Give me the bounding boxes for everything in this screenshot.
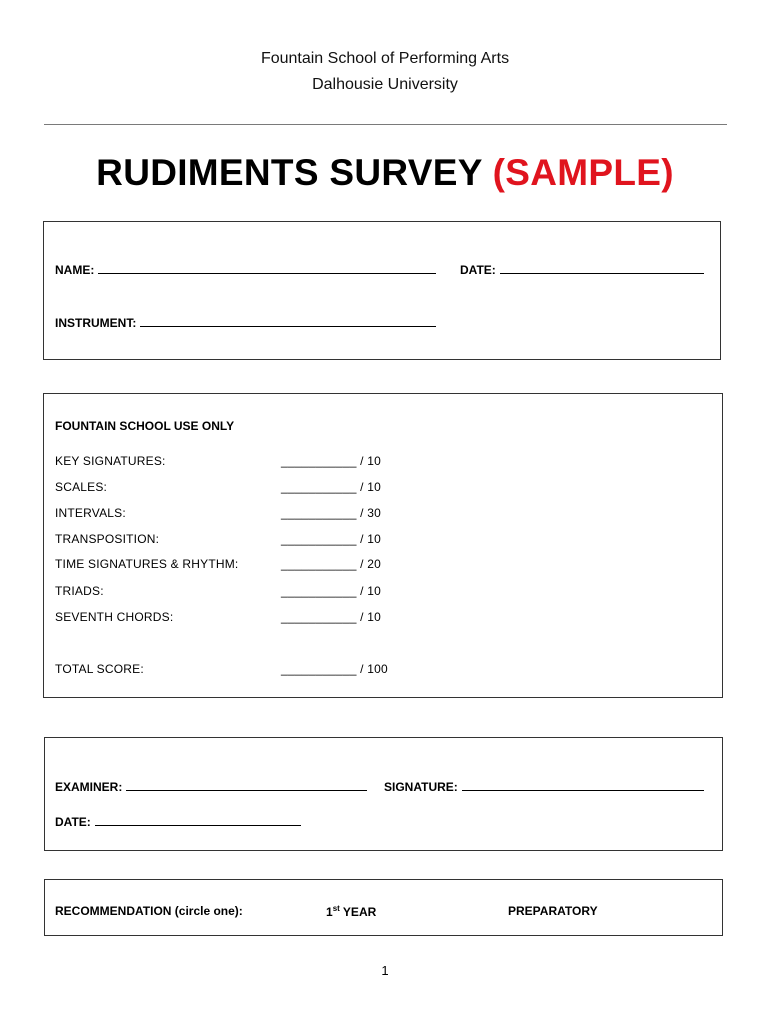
score-value[interactable]: ___________ / 10 xyxy=(281,610,381,624)
signature-label: SIGNATURE: xyxy=(384,780,458,794)
score-label: INTERVALS: xyxy=(55,506,126,520)
page-title xyxy=(0,152,770,194)
score-label: KEY SIGNATURES: xyxy=(55,454,166,468)
score-value[interactable]: ___________ / 10 xyxy=(281,532,381,546)
examiner-input-line[interactable] xyxy=(126,780,367,791)
score-value[interactable]: ___________ / 30 xyxy=(281,506,381,520)
examiner-date-row xyxy=(55,815,301,829)
date-label: DATE: xyxy=(460,263,496,277)
examiner-field-row xyxy=(55,780,367,794)
title-sample: (SAMPLE) xyxy=(492,152,674,193)
university-name: Dalhousie University xyxy=(312,76,458,93)
page-number: 1 xyxy=(381,963,389,978)
name-field-row xyxy=(55,263,436,277)
first-year-number: 1 xyxy=(326,905,333,919)
option-first-year[interactable] xyxy=(326,904,376,919)
name-label: NAME: xyxy=(55,263,95,277)
school-use-heading: FOUNTAIN SCHOOL USE ONLY xyxy=(55,419,235,433)
signature-input-line[interactable] xyxy=(462,780,704,791)
score-label: TRANSPOSITION: xyxy=(55,532,160,546)
score-value[interactable]: ___________ / 10 xyxy=(281,584,381,598)
school-name: Fountain School of Performing Arts xyxy=(260,50,510,67)
score-value[interactable]: ___________ / 20 xyxy=(281,557,381,571)
score-label: TRIADS: xyxy=(55,584,104,598)
option-preparatory[interactable]: PREPARATORY xyxy=(508,904,598,918)
examiner-box xyxy=(44,737,723,851)
score-value[interactable]: ___________ / 10 xyxy=(281,480,381,494)
instrument-field-row xyxy=(55,316,436,330)
recommendation-label: RECOMMENDATION (circle one): xyxy=(55,904,243,918)
header-divider xyxy=(44,124,727,125)
total-score-value[interactable]: ___________ / 100 xyxy=(281,662,388,676)
signature-field-row xyxy=(384,780,704,794)
date-field-row xyxy=(460,263,704,277)
first-year-text: YEAR xyxy=(339,905,377,919)
title-main: RUDIMENTS SURVEY xyxy=(96,152,493,193)
score-label: TIME SIGNATURES & RHYTHM: xyxy=(55,557,239,571)
score-label: SEVENTH CHORDS: xyxy=(55,610,174,624)
first-year-suffix: st xyxy=(332,904,340,913)
examiner-label: EXAMINER: xyxy=(55,780,123,794)
examiner-date-label: DATE: xyxy=(55,815,91,829)
score-value[interactable]: ___________ / 10 xyxy=(281,454,381,468)
examiner-date-input-line[interactable] xyxy=(95,815,301,826)
student-info-box xyxy=(43,221,721,360)
name-input-line[interactable] xyxy=(98,263,436,274)
score-label: SCALES: xyxy=(55,480,108,494)
instrument-label: INSTRUMENT: xyxy=(55,316,137,330)
total-score-label: TOTAL SCORE: xyxy=(55,662,144,676)
date-input-line[interactable] xyxy=(500,263,704,274)
instrument-input-line[interactable] xyxy=(140,316,436,327)
